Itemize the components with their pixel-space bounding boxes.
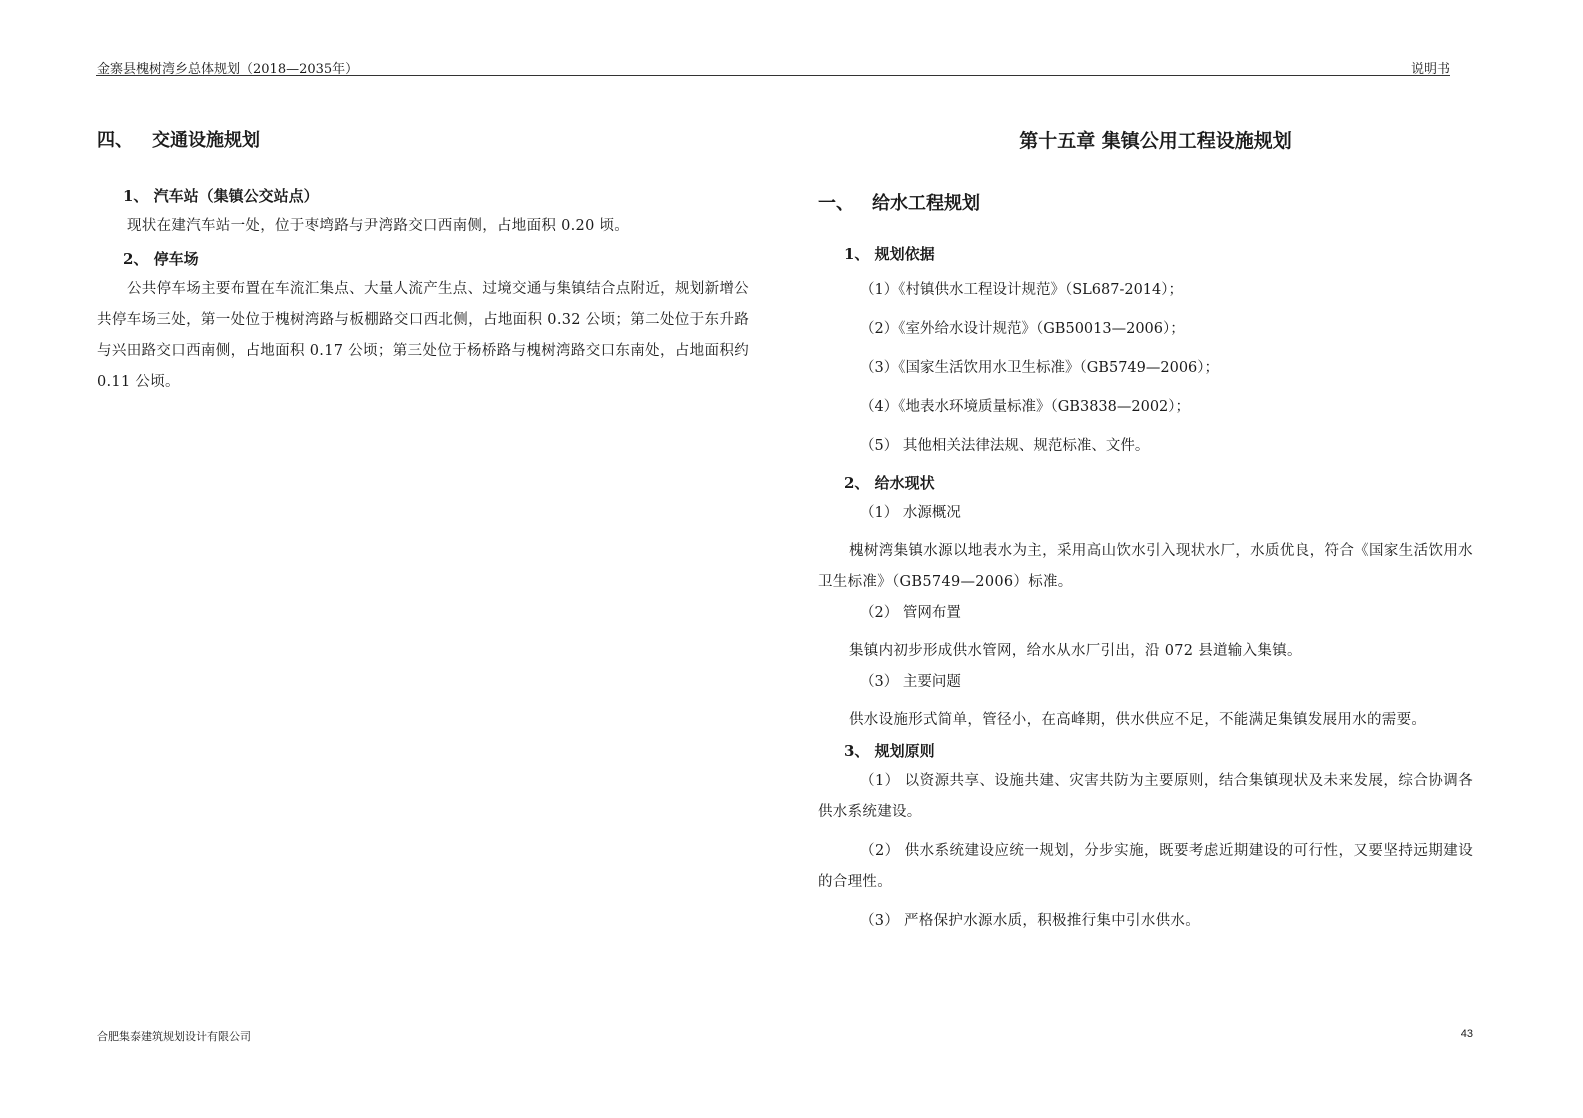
basis-item: （3）《国家生活饮用水卫生标准》（GB5749—2006）； (860, 360, 1220, 376)
right-column (818, 126, 1473, 937)
header-title: 金寨县槐树湾乡总体规划（2018—2035年） (97, 62, 359, 77)
left-column (97, 126, 749, 398)
status-label-source: （1） 水源概况 (860, 505, 961, 521)
section-title: 交通设施规划 (152, 130, 260, 151)
footer-company: 合肥集泰建筑规划设计有限公司 (97, 1030, 251, 1043)
basis-item: （1）《村镇供水工程设计规范》（SL687-2014）； (860, 282, 1184, 298)
basis-item: （4）《地表水环境质量标准》（GB3838—2002）； (860, 399, 1191, 415)
section-number: 四、 (97, 130, 133, 151)
principle-item: （1） 以资源共享、设施共建、灾害共防为主要原则，结合集镇现状及未来发展，综合协调各供水系统建设。 (818, 773, 1473, 820)
section-title: 给水工程规划 (872, 193, 980, 214)
basis-item: （5） 其他相关法律法规、规范标准、文件。 (860, 438, 1150, 454)
status-text-network: 集镇内初步形成供水管网，给水从水厂引出，沿 072 县道输入集镇。 (849, 643, 1302, 659)
status-label-issues: （3） 主要问题 (860, 674, 961, 690)
chapter-title: 第十五章 集镇公用工程设施规划 (1019, 130, 1292, 152)
subsection-status: 2、 给水现状 (844, 474, 935, 492)
subsection-parking: 2、 停车场 (123, 250, 199, 268)
header-doc-type: 说明书 (1410, 62, 1450, 77)
section-heading-transport (97, 126, 749, 156)
status-label-network: （2） 管网布置 (860, 605, 961, 621)
section-heading-water (818, 189, 1473, 219)
subsection-basis: 1、 规划依据 (844, 245, 935, 263)
header-rule (96, 75, 1450, 76)
principle-item: （3） 严格保护水源水质，积极推行集中引水供水。 (860, 913, 1201, 929)
basis-item: （2）《室外给水设计规范》（GB50013—2006）； (860, 321, 1185, 337)
paragraph-parking: 公共停车场主要布置在车流汇集点、大量人流产生点、过境交通与集镇结合点附近，规划新增公共停车场三处，第一处位于槐树湾路与板棚路交口西北侧，占地面积 0.32 公顷；第二处位于东升路与兴田路交口西南侧，占地面积 0.17 公顷；第三处位于杨桥路与槐树湾路交口东南处，占地面积约 0.11 公顷。 (97, 281, 749, 390)
status-text-issues: 供水设施形式简单，管径小，在高峰期，供水供应不足，不能满足集镇发展用水的需要。 (849, 712, 1427, 728)
status-text-source: 槐树湾集镇水源以地表水为主，采用高山饮水引入现状水厂，水质优良，符合《国家生活饮用水卫生标准》（GB5749—2006）标准。 (818, 543, 1473, 590)
page-number: 43 (1460, 1028, 1473, 1040)
subsection-bus-station: 1、 汽车站（集镇公交站点） (123, 187, 319, 205)
paragraph-bus-station: 现状在建汽车站一处，位于枣塆路与尹湾路交口西南侧，占地面积 0.20 顷。 (127, 218, 630, 234)
section-number: 一、 (818, 193, 854, 214)
principle-item: （2） 供水系统建设应统一规划，分步实施，既要考虑近期建设的可行性，又要坚持远期建设的合理性。 (818, 843, 1473, 890)
subsection-principles: 3、 规划原则 (844, 742, 935, 760)
